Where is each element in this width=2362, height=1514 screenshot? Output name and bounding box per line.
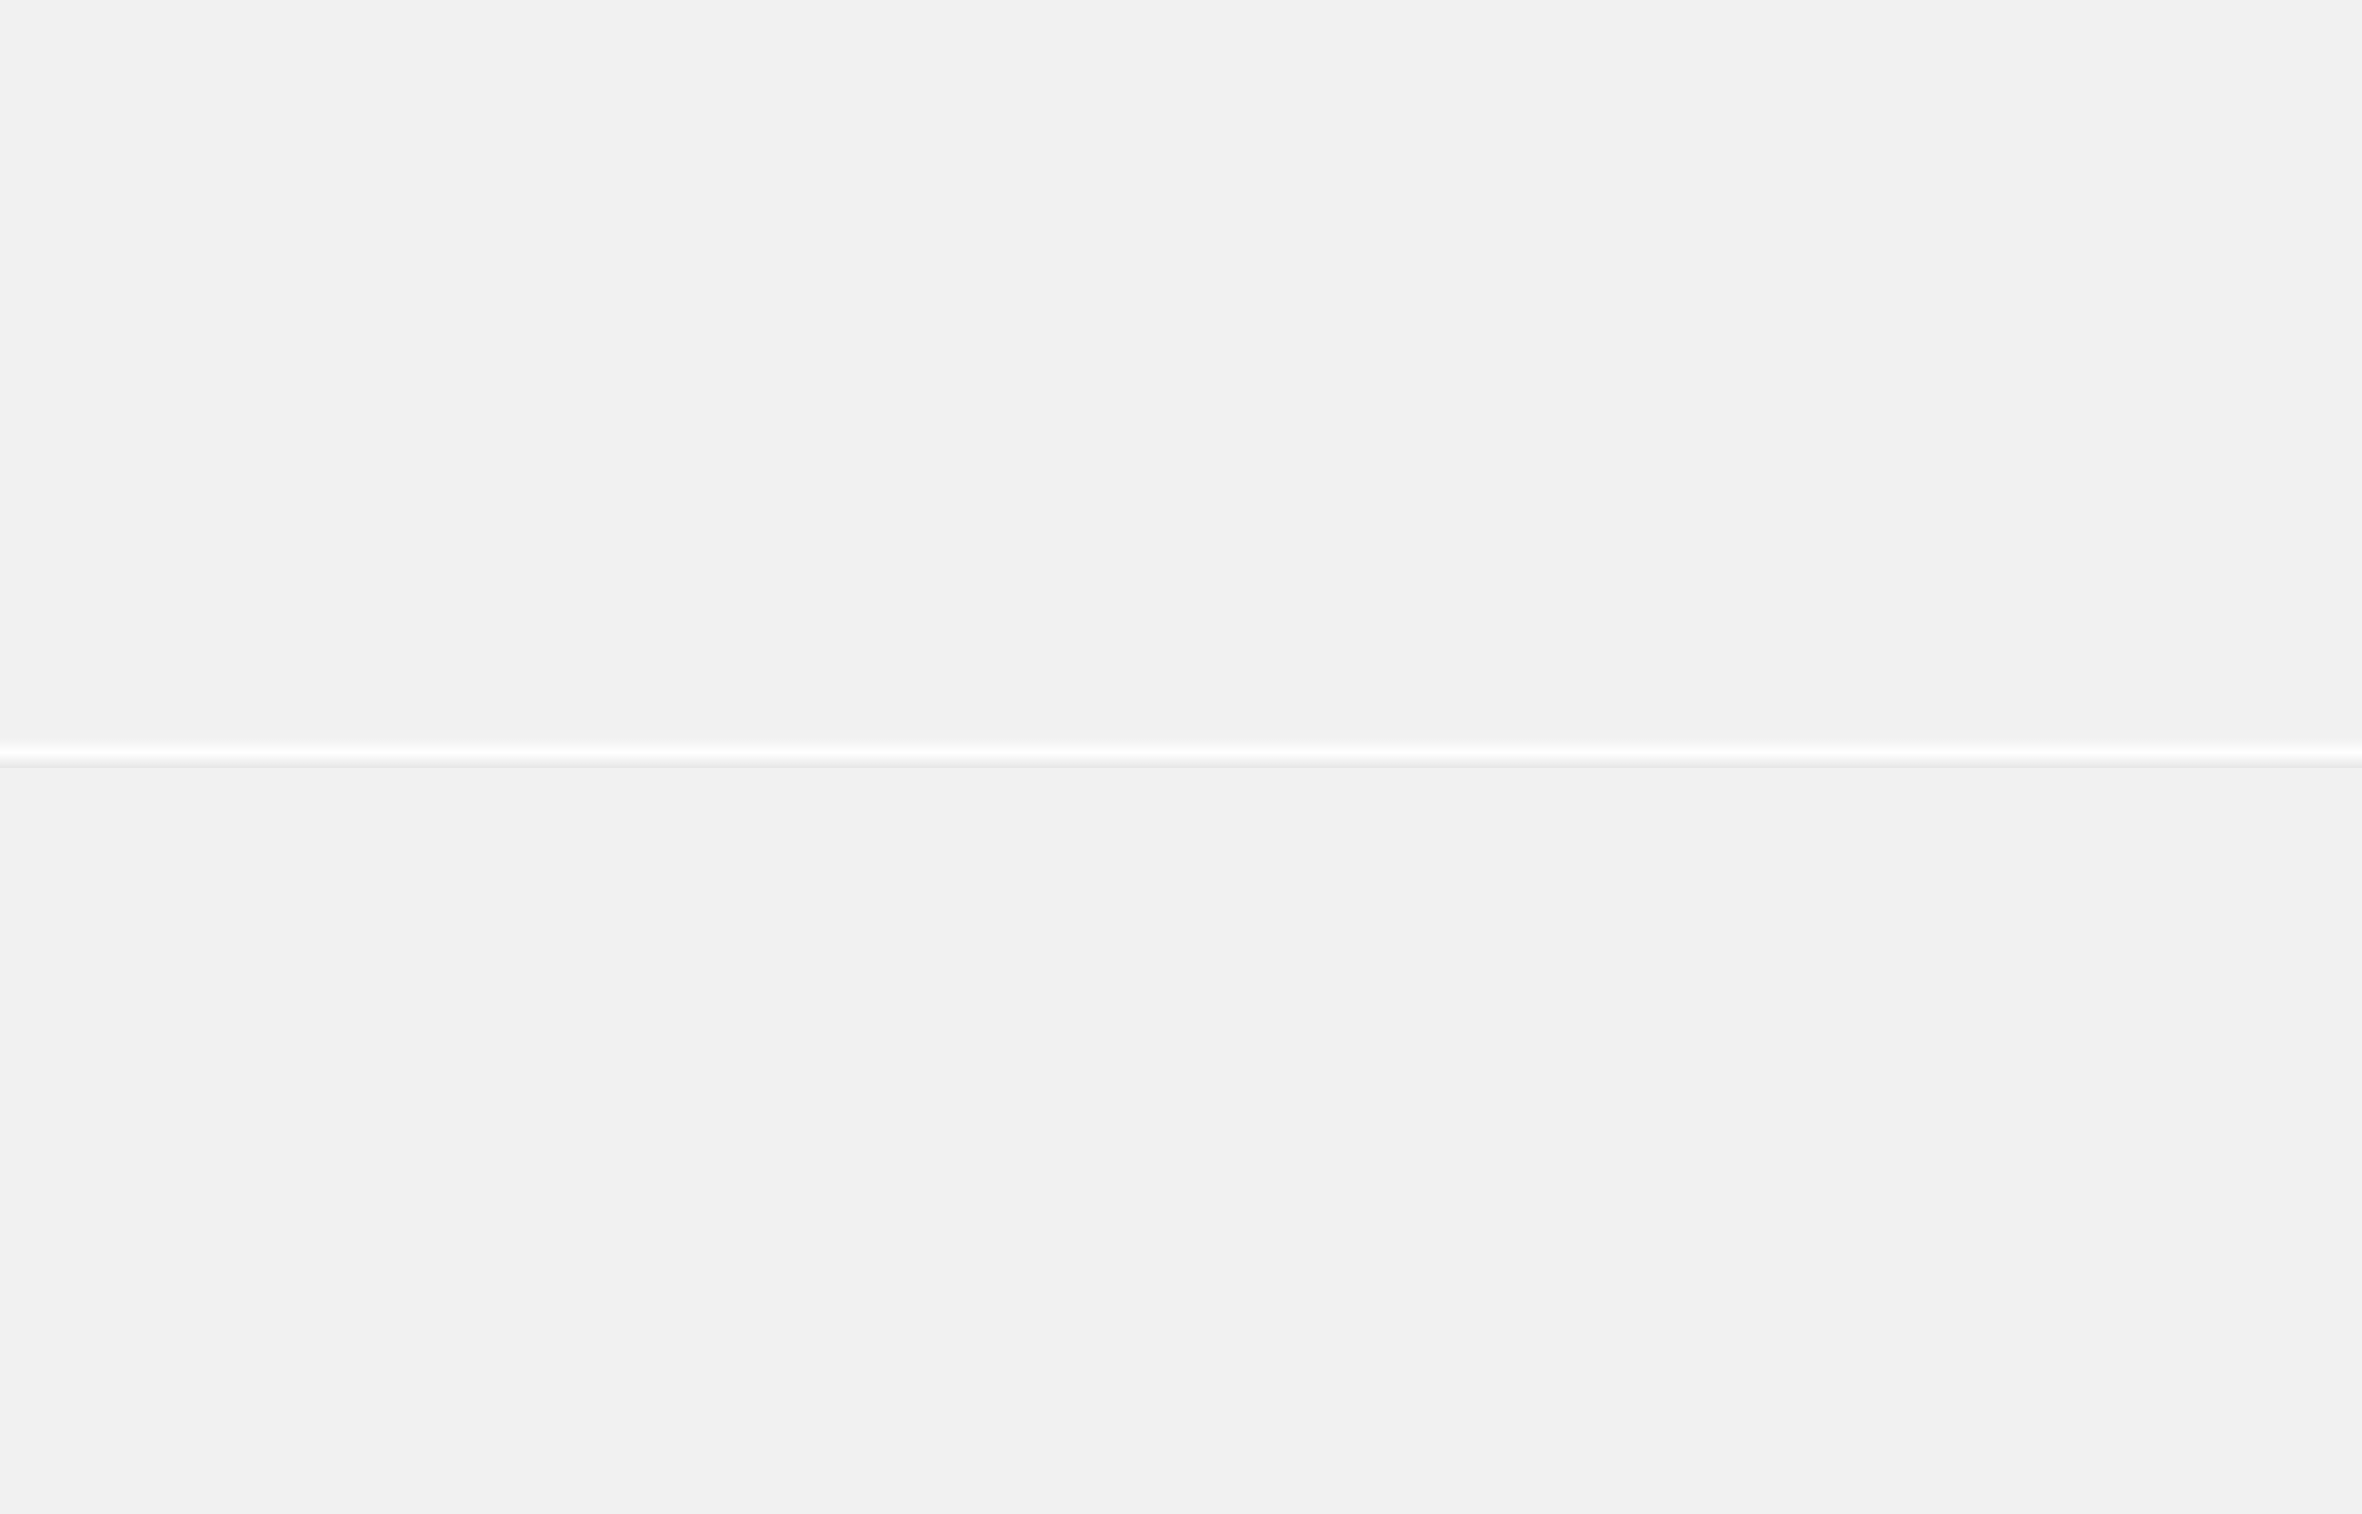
notes-week-row xyxy=(72,92,2290,674)
hourly-week-row xyxy=(72,837,2290,1419)
spiral-binding xyxy=(0,688,2362,828)
binding-band xyxy=(0,738,2362,768)
